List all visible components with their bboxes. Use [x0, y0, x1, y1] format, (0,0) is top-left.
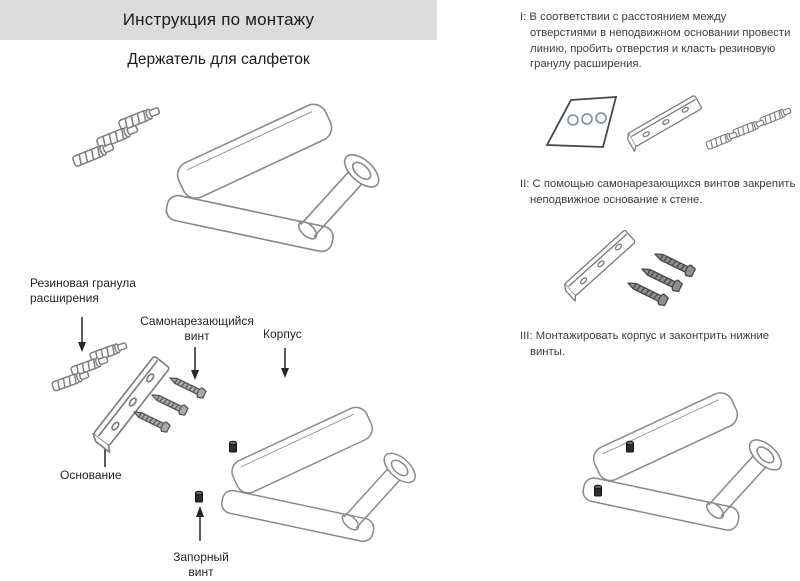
step-2-illustration — [545, 226, 785, 318]
label-self-tapping-screw: Самонарезающийся винт — [140, 314, 254, 343]
wall-plug-drawing — [72, 141, 115, 166]
step-2-text: II: С помощью самонарезающихся винтов закрепить неподвижное основание к стене. — [520, 178, 796, 206]
set-screw-drawing — [627, 441, 634, 452]
wall-plug-drawing — [70, 355, 108, 377]
lock-screw-arrow — [196, 506, 204, 541]
wall-plug-drawing — [706, 130, 738, 149]
screw-drawing — [132, 407, 171, 433]
step-1-text: I: В соответствии с расстоянием между отверстиями в неподвижном основании провести линию, пробить отверстия и класть резиновую гранулу расширения. — [520, 11, 791, 71]
wall-plug-drawing — [733, 118, 765, 137]
set-screw-drawing — [595, 485, 602, 496]
holder-body-drawing — [164, 100, 384, 253]
self-tapping-screw-arrow — [191, 347, 199, 380]
holder-body-drawing — [220, 403, 420, 543]
step-3-illustration — [558, 368, 793, 536]
base-rail-drawing — [562, 230, 638, 301]
step-3-text: III: Монтажировать корпус и законтрить нижние винты. — [520, 330, 770, 358]
product-subtitle: Держатель для салфеток — [127, 51, 310, 68]
rubber-plug-arrow — [78, 317, 86, 352]
drilling-template-drawing — [547, 97, 616, 147]
screw-drawing — [150, 390, 189, 416]
page-title: Инструкция по монтажу — [122, 10, 315, 29]
holder-body-drawing — [581, 389, 786, 532]
base-rail-drawing — [625, 95, 704, 151]
body-arrow — [281, 348, 289, 378]
wall-plug-drawing — [51, 370, 89, 392]
set-screw-drawing — [196, 491, 203, 502]
label-lock-screw: Запорный винт — [173, 550, 229, 579]
label-rubber-plug: Резиновая гранула расширения — [30, 276, 136, 305]
base-rail-drawing — [90, 356, 173, 452]
screw-drawing — [168, 373, 207, 399]
set-screw-drawing — [230, 441, 237, 452]
title-band — [0, 0, 437, 40]
exploded-diagram — [35, 315, 465, 547]
label-body: Корпус — [263, 327, 302, 341]
step-1-illustration — [535, 88, 793, 170]
assembled-product-drawing — [58, 80, 388, 260]
wall-plug-drawing — [760, 106, 792, 125]
label-base: Основание — [60, 468, 122, 482]
